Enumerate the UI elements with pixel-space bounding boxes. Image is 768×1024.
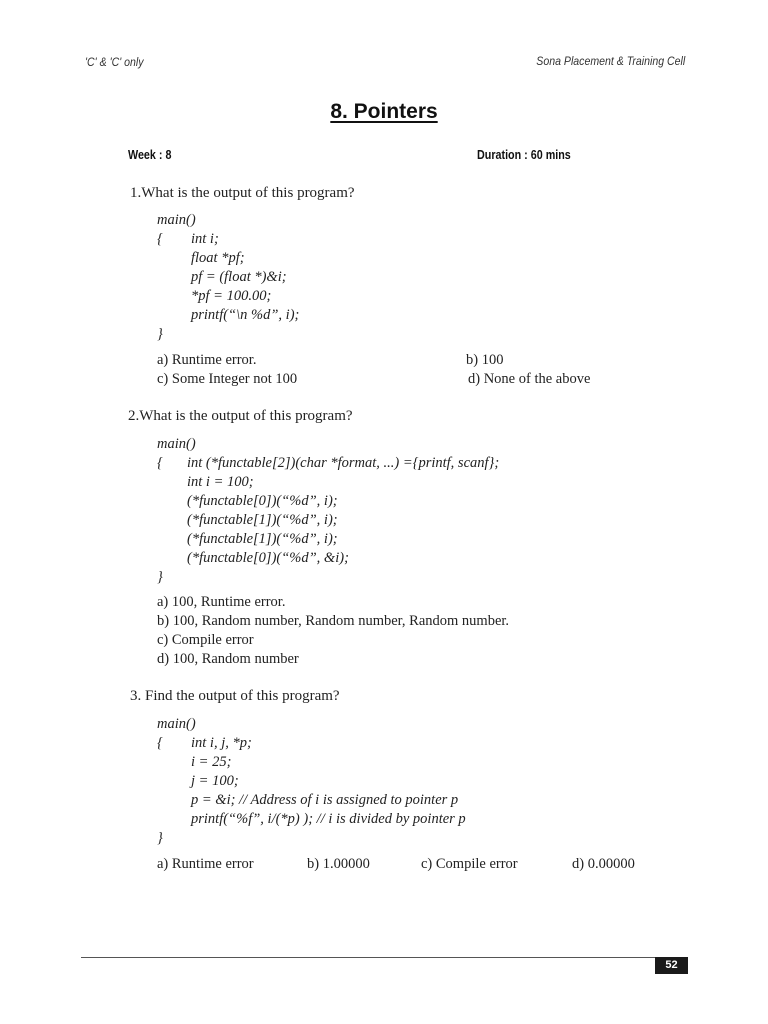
question-3-prompt: 3. Find the output of this program? [130,688,340,704]
code-line: printf(“%f”, i/(*p) ); // i is divided by pointer p [191,811,466,827]
duration-label: Duration : 60 mins [477,148,571,162]
page-number: 52 [655,957,688,974]
question-2-option-d: d) 100, Random number [157,651,299,667]
code-line: float *pf; [191,250,245,266]
code-line: int (*functable[2])(char *format, ...) ={printf, scanf}; [187,455,500,471]
question-1-option-b: b) 100 [466,352,504,368]
code-line: } [157,569,163,585]
code-line: { [157,735,163,751]
code-line: p = &i; // Address of i is assigned to pointer p [191,792,459,808]
code-line: (*functable[0])(“%d”, i); [187,493,338,509]
code-line: *pf = 100.00; [191,288,272,304]
question-1-option-c: c) Some Integer not 100 [157,371,298,387]
code-line: (*functable[0])(“%d”, &i); [187,550,349,566]
code-line: int i; [191,231,219,247]
question-2-prompt: 2.What is the output of this program? [128,408,353,424]
code-line: (*functable[1])(“%d”, i); [187,531,338,547]
code-line: main() [157,436,196,452]
question-1-prompt: 1.What is the output of this program? [130,185,355,201]
header-right-text: Sona Placement & Training Cell [536,54,685,68]
question-2-option-c: c) Compile error [157,632,254,648]
question-3-option-c: c) Compile error [421,856,518,872]
code-line: main() [157,212,196,228]
question-3-option-d: d) 0.00000 [572,856,635,872]
question-3-option-a: a) Runtime error [157,856,254,872]
question-1-option-a: a) Runtime error. [157,352,257,368]
code-line: } [157,830,163,846]
code-line: int i = 100; [187,474,254,490]
page-title: 8. Pointers [330,100,438,123]
code-line: int i, j, *p; [191,735,252,751]
question-2-option-a: a) 100, Runtime error. [157,594,286,610]
question-1-option-d: d) None of the above [468,371,591,387]
code-line: i = 25; [191,754,232,770]
week-label: Week : 8 [128,148,172,162]
code-line: { [157,455,163,471]
code-line: printf(“\n %d”, i); [191,307,300,323]
question-2-option-b: b) 100, Random number, Random number, Random number. [157,613,510,629]
footer-divider [81,957,687,958]
code-line: main() [157,716,196,732]
header-left-text: 'C' & 'C' only [85,55,144,69]
code-line: j = 100; [191,773,239,789]
code-line: } [157,326,163,342]
question-3-option-b: b) 1.00000 [307,856,370,872]
code-line: pf = (float *)&i; [191,269,287,285]
code-line: { [157,231,163,247]
code-line: (*functable[1])(“%d”, i); [187,512,338,528]
